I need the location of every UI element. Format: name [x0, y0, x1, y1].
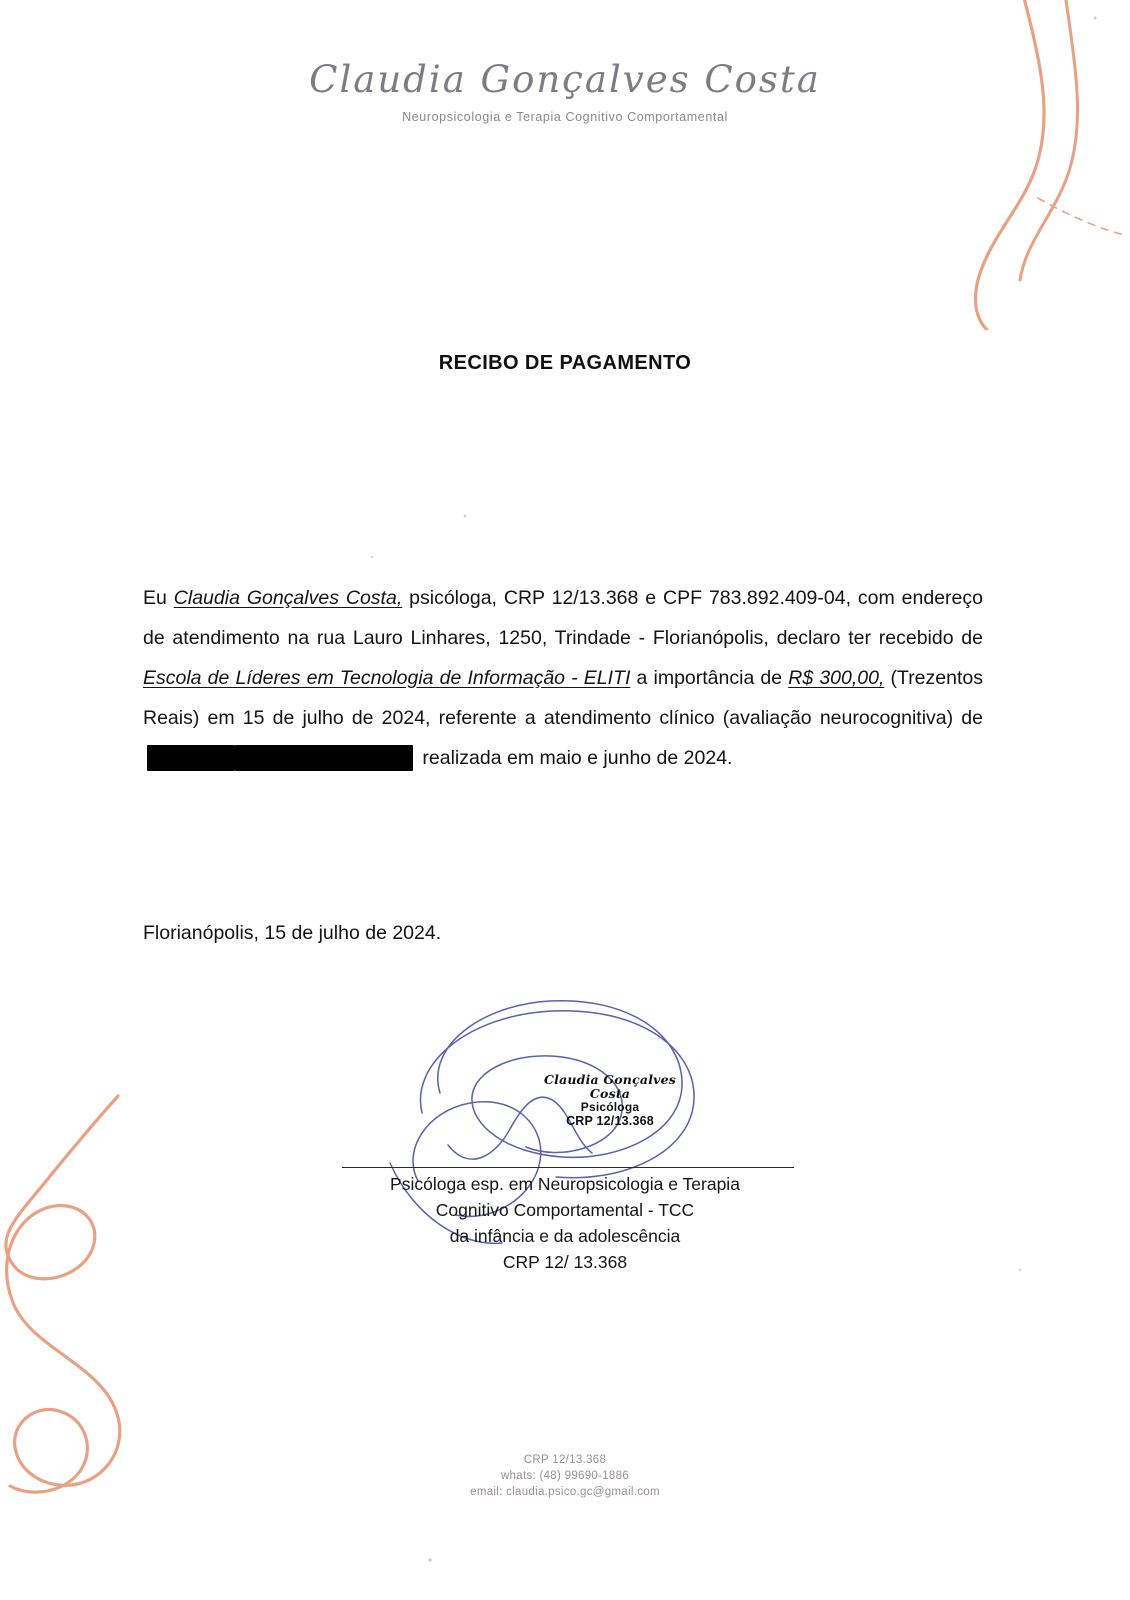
signature-caption-line-2: Cognitivo Comportamental - TCC — [435, 1200, 695, 1220]
stamp-crp: CRP 12/13.368 — [566, 1114, 654, 1129]
redaction-block-1 — [147, 745, 235, 771]
payer-name-emphasis: Escola de Líderes em Tecnologia de Informação - ELITI — [143, 666, 631, 689]
signature-caption — [330, 1171, 800, 1275]
letterhead-subtitle: Neuropsicologia e Terapia Cognitivo Comportamental — [402, 110, 728, 124]
body-segment-4: (Trezentos Reais) em 15 de julho de 2024, referente a atendimento clínico (avaliação neurocognitiva) de — [143, 666, 983, 729]
decorative-swirl-top-right — [870, 0, 1130, 330]
body-segment-2: psicóloga, CRP 12/13.368 e CPF 783.892.409-04, com endereço de atendimento na rua Lauro Linhares, 1250, Trindade - Florianópolis, declaro ter recebido de — [143, 586, 983, 649]
redaction-block-2 — [235, 745, 413, 771]
footer-whatsapp: whats: (48) 99690-1886 — [500, 1470, 630, 1482]
stamp-name: Claudia Gonçalves Costa — [543, 1072, 677, 1101]
body-segment-1: Eu — [143, 586, 174, 609]
decorative-swirl-bottom-left — [0, 1090, 230, 1510]
receipt-paragraph — [143, 578, 983, 778]
letterhead-name: Claudia Gonçalves Costa — [309, 58, 821, 101]
signature-area — [330, 985, 800, 1285]
place-and-date: Florianópolis, 15 de julho de 2024. — [143, 922, 442, 944]
receipt-body — [143, 558, 983, 797]
page-title: RECIBO DE PAGAMENTO — [438, 352, 692, 374]
signature-caption-line-3: da infância e da adolescência — [449, 1226, 681, 1246]
stamp-role: Psicóloga — [580, 1100, 640, 1114]
signature-stamp — [525, 1073, 695, 1128]
signature-line — [342, 1167, 794, 1168]
signature-caption-line-1: Psicóloga esp. em Neuropsicologia e Terapia — [390, 1174, 740, 1194]
footer-crp: CRP 12/13.368 — [523, 1454, 607, 1466]
recipient-name-emphasis: Claudia Gonçalves Costa, — [173, 586, 403, 609]
letterhead — [0, 58, 1130, 124]
body-segment-5: realizada em maio e junho de 2024. — [417, 746, 733, 769]
footer-email: email: claudia.psico.gc@gmail.com — [470, 1486, 660, 1498]
footer-contact — [0, 1452, 1130, 1500]
body-segment-3: a importância de — [630, 666, 789, 689]
amount-emphasis: R$ 300,00, — [788, 666, 885, 689]
signature-caption-line-4: CRP 12/ 13.368 — [502, 1252, 628, 1272]
